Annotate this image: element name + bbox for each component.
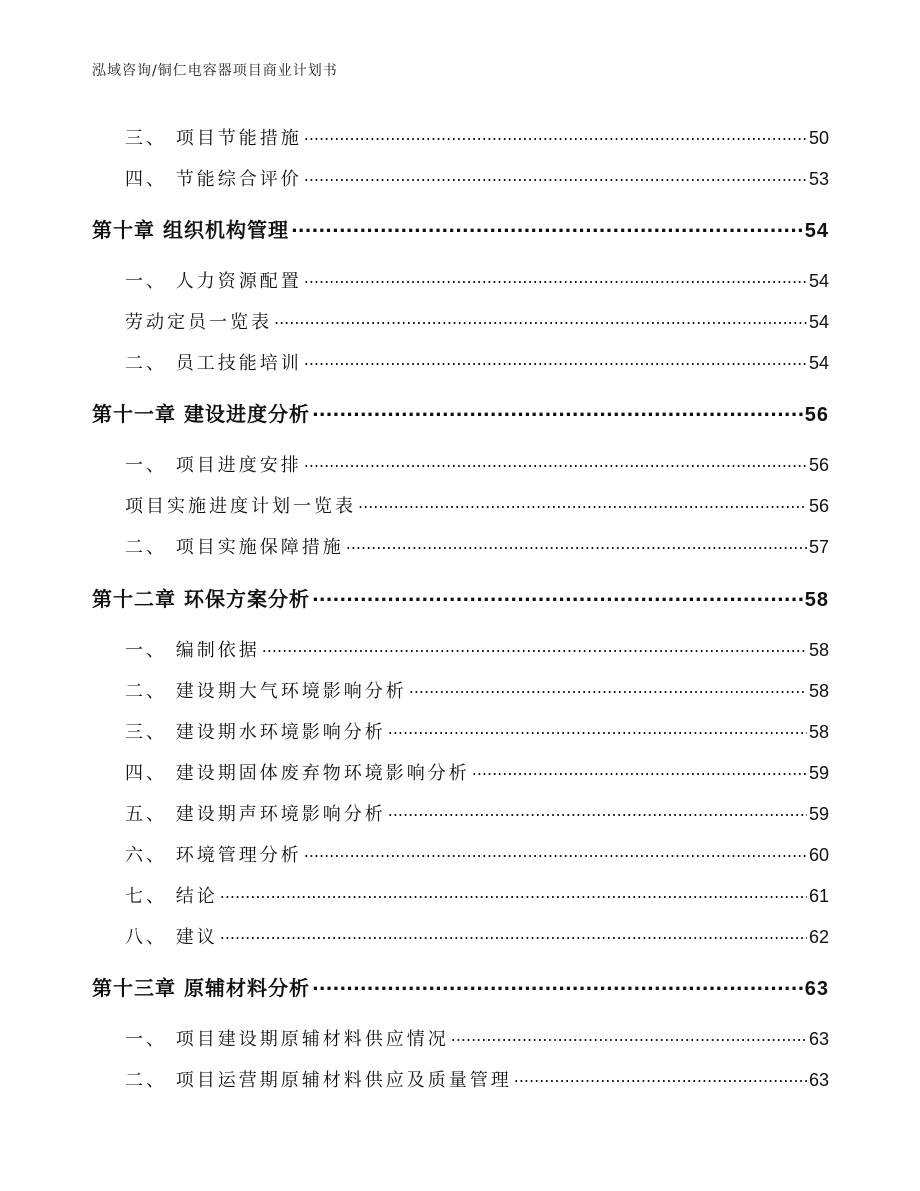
toc-chapter-entry[interactable]	[92, 972, 829, 1001]
toc-entry-title: 四、 节能综合评价	[125, 169, 302, 190]
toc-chapter-page: 58	[804, 589, 829, 611]
toc-chapter-entry[interactable]	[92, 398, 829, 427]
toc-dot-leader	[514, 1068, 807, 1086]
toc-entry-page: 56	[808, 496, 829, 516]
toc-entry-title: 五、 建设期声环境影响分析	[125, 804, 386, 825]
toc-entry-page: 58	[808, 640, 829, 660]
toc-entry[interactable]	[92, 124, 829, 150]
toc-entry-page: 60	[808, 845, 829, 865]
toc-entry-title: 二、 项目运营期原辅材料供应及质量管理	[125, 1070, 512, 1091]
toc-dot-leader	[304, 126, 807, 144]
toc-dot-leader	[304, 167, 807, 185]
toc-entry-title: 七、 结论	[125, 886, 218, 907]
toc-chapter-title: 第十一章 建设进度分析	[92, 402, 310, 426]
toc-entry[interactable]	[92, 308, 829, 334]
toc-entry-title: 四、 建设期固体废弃物环境影响分析	[125, 763, 470, 784]
toc-dot-leader	[388, 720, 807, 738]
toc-entry-page: 54	[808, 353, 829, 373]
toc-entry[interactable]	[92, 1066, 829, 1092]
toc-entry-page: 62	[808, 927, 829, 947]
toc-dot-leader	[451, 1027, 807, 1045]
toc-entry-title: 一、 人力资源配置	[125, 271, 302, 292]
toc-chapter-entry[interactable]	[92, 583, 829, 612]
toc-dot-leader	[409, 679, 807, 697]
toc-entry-title: 二、 员工技能培训	[125, 353, 302, 374]
toc-entry-page: 56	[808, 455, 829, 475]
toc-entry-title: 一、 编制依据	[125, 640, 260, 661]
toc-entry-page: 61	[808, 886, 829, 906]
toc-dot-leader	[220, 925, 807, 943]
toc-chapter-title: 第十二章 环保方案分析	[92, 587, 310, 611]
toc-entry-page: 57	[808, 537, 829, 557]
toc-entry-page: 50	[808, 128, 829, 148]
toc-entry-title: 三、 建设期水环境影响分析	[125, 722, 386, 743]
toc-chapter-title: 第十章 组织机构管理	[92, 218, 289, 242]
header-divider	[90, 86, 830, 87]
toc-chapter-page: 56	[804, 404, 829, 426]
toc-dot-leader	[291, 217, 803, 237]
toc-entry-page: 53	[808, 169, 829, 189]
toc-entry[interactable]	[92, 492, 829, 518]
toc-dot-leader	[304, 453, 807, 471]
toc-dot-leader	[304, 351, 807, 369]
toc-chapter-title: 第十三章 原辅材料分析	[92, 976, 310, 1000]
toc-entry-title: 六、 环境管理分析	[125, 845, 302, 866]
toc-dot-leader	[304, 269, 807, 287]
toc-entry[interactable]	[92, 677, 829, 703]
toc-entry-page: 54	[808, 312, 829, 332]
toc-entry[interactable]	[92, 1025, 829, 1051]
toc-entry-title: 项目实施进度计划一览表	[125, 496, 356, 517]
toc-entry[interactable]	[92, 882, 829, 908]
toc-entry[interactable]	[92, 451, 829, 477]
toc-entry-page: 63	[808, 1029, 829, 1049]
toc-entry[interactable]	[92, 718, 829, 744]
toc-dot-leader	[312, 401, 803, 421]
toc-entry-page: 58	[808, 722, 829, 742]
toc-entry[interactable]	[92, 533, 829, 559]
toc-entry[interactable]	[92, 759, 829, 785]
toc-entry-title: 一、 项目建设期原辅材料供应情况	[125, 1029, 449, 1050]
toc-entry[interactable]	[92, 267, 829, 293]
toc-entry-page: 58	[808, 681, 829, 701]
toc-entry-page: 54	[808, 271, 829, 291]
toc-dot-leader	[346, 535, 807, 553]
toc-dot-leader	[312, 975, 803, 995]
toc-entry[interactable]	[92, 349, 829, 375]
toc-dot-leader	[220, 884, 807, 902]
toc-entry-title: 一、 项目进度安排	[125, 455, 302, 476]
running-header: 泓域咨询/铜仁电容器项目商业计划书	[92, 63, 338, 79]
toc-dot-leader	[472, 761, 807, 779]
toc-chapter-entry[interactable]	[92, 214, 829, 243]
toc-entry-title: 二、 项目实施保障措施	[125, 537, 344, 558]
toc-entry[interactable]	[92, 800, 829, 826]
toc-dot-leader	[388, 802, 807, 820]
toc-dot-leader	[358, 494, 807, 512]
toc-entry[interactable]	[92, 165, 829, 191]
toc-entry-title: 八、 建议	[125, 927, 218, 948]
toc-entry[interactable]	[92, 841, 829, 867]
toc-entry-page: 63	[808, 1070, 829, 1090]
toc-entry-title: 二、 建设期大气环境影响分析	[125, 681, 407, 702]
toc-dot-leader	[262, 638, 807, 656]
toc-chapter-page: 63	[804, 978, 829, 1000]
toc-entry-title: 三、 项目节能措施	[125, 128, 302, 149]
toc-dot-leader	[304, 843, 807, 861]
toc-dot-leader	[312, 586, 803, 606]
toc-dot-leader	[274, 310, 807, 328]
toc-entry-page: 59	[808, 763, 829, 783]
toc-entry-title: 劳动定员一览表	[125, 312, 272, 333]
toc-entry[interactable]	[92, 636, 829, 662]
toc-chapter-page: 54	[804, 220, 829, 242]
toc-entry-page: 59	[808, 804, 829, 824]
toc-entry[interactable]	[92, 923, 829, 949]
